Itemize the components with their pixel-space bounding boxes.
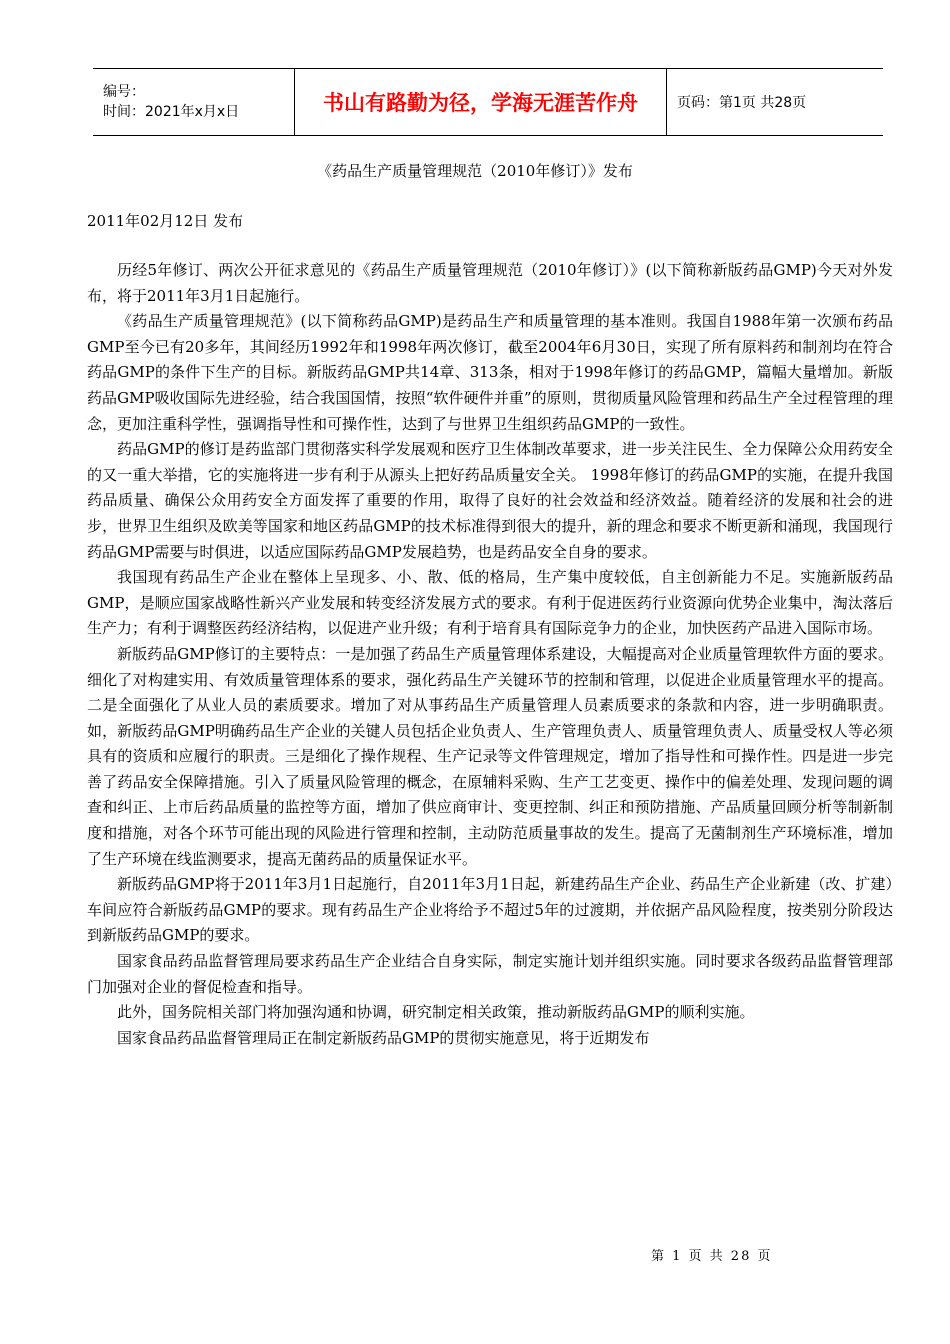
header-motto: 书山有路勤为径，学海无涯苦作舟 xyxy=(294,69,667,135)
paragraph: 历经5年修订、两次公开征求意见的《药品生产质量管理规范（2010年修订）》(以下简称新版药品GMP)今天对外发布，将于2011年3月1日起施行。 xyxy=(87,261,893,305)
publish-date: 2011年02月12日 发布 xyxy=(87,212,244,230)
paragraph: 药品GMP的修订是药监部门贯彻落实科学发展观和医疗卫生体制改革要求，进一步关注民生、全力保障公众用药安全的又一重大举措，它的实施将进一步有利于从源头上把好药品质量安全关。 1998年修订的药品GMP的实施，在提升我国药品质量、确保公众用药安全方面发挥了重要的作用，取得了良好的社会效益和经济效益。随着经济的发展和社会的进步，世界卫生组织及欧美等国家和地区药品GMP的技术标准得到很大的提升，新的理念和要求不断更新和涌现，我国现行药品GMP需要与时俱进，以适应国际药品GMP发展趋势，也是药品安全自身的要求。 xyxy=(87,440,893,561)
paragraph: 此外，国务院相关部门将加强沟通和协调，研究制定相关政策，推动新版药品GMP的顺利实施。 xyxy=(117,1003,755,1022)
page-footer: 第 1 页 共 28 页 xyxy=(651,1249,773,1264)
header-table xyxy=(93,68,883,136)
paragraph: 国家食品药品监督管理局正在制定新版药品GMP的贯彻实施意见，将于近期发布 xyxy=(117,1028,650,1047)
paragraph: 国家食品药品监督管理局要求药品生产企业结合自身实际，制定实施计划并组织实施。同时要求各级药品监督管理部门加强对企业的督促检查和指导。 xyxy=(87,952,893,996)
paragraph: 新版药品GMP将于2011年3月1日起施行，自2011年3月1日起，新建药品生产企业、药品生产企业新建（改、扩建）车间应符合新版药品GMP的要求。现有药品生产企业将给予不超过5年的过渡期，并依据产品风险程度，按类别分阶段达到新版药品GMP的要求。 xyxy=(87,875,893,945)
paragraph: 我国现有药品生产企业在整体上呈现多、小、散、低的格局，生产集中度较低，自主创新能力不足。实施新版药品GMP，是顺应国家战略性新兴产业发展和转变经济发展方式的要求。有利于促进医药行业资源向优势企业集中，淘汰落后生产力；有利于调整医药经济结构，以促进产业升级；有利于培育具有国际竞争力的企业，加快医药产品进入国际市场。 xyxy=(87,568,893,638)
header-meta xyxy=(93,69,294,135)
paragraph: 新版药品GMP修订的主要特点：一是加强了药品生产质量管理体系建设，大幅提高对企业质量管理软件方面的要求。细化了对构建实用、有效质量管理体系的要求，强化药品生产关键环节的控制和管理，以促进企业质量管理水平的提高。二是全面强化了从业人员的素质要求。增加了对从事药品生产质量管理人员素质要求的条款和内容，进一步明确职责。如，新版药品GMP明确药品生产企业的关键人员包括企业负责人、生产管理负责人、质量管理负责人、质量受权人等必须具有的资质和应履行的职责。三是细化了操作规程、生产记录等文件管理规定，增加了指导性和可操作性。四是进一步完善了药品安全保障措施。引入了质量风险管理的概念，在原辅料采购、生产工艺变更、操作中的偏差处理、发现问题的调查和纠正、上市后药品质量的监控等方面，增加了供应商审计、变更控制、纠正和预防措施、产品质量回顾分析等制新制度和措施，对各个环节可能出现的风险进行管理和控制，主动防范质量事故的发生。提高了无菌制剂生产环境标准，增加了生产环境在线监测要求，提高无菌药品的质量保证水平。 xyxy=(87,644,893,868)
time-label: 时间：2021年x月x日 xyxy=(103,104,240,120)
number-label: 编号： xyxy=(103,84,145,100)
header-page-info: 页码：第1页 共28页 xyxy=(677,95,807,111)
document-title: 《药品生产质量管理规范（2010年修订）》发布 xyxy=(317,162,633,180)
paragraph: 《药品生产质量管理规范》(以下简称药品GMP)是药品生产和质量管理的基本准则。我国自1988年第一次颁布药品GMP至今已有20多年，其间经历1992年和1998年两次修订，截至2004年6月30日，实现了所有原料药和制剂均在符合药品GMP的条件下生产的目标。新版药品GMP共14章、313条，相对于1998年修订的药品GMP，篇幅大量增加。新版药品GMP吸收国际先进经验，结合我国国情，按照“软件硬件并重”的原则，贯彻质量风险管理和药品生产全过程管理的理念，更加注重科学性，强调指导性和可操作性，达到了与世界卫生组织药品GMP的一致性。 xyxy=(87,312,893,433)
document-body xyxy=(87,258,893,1051)
